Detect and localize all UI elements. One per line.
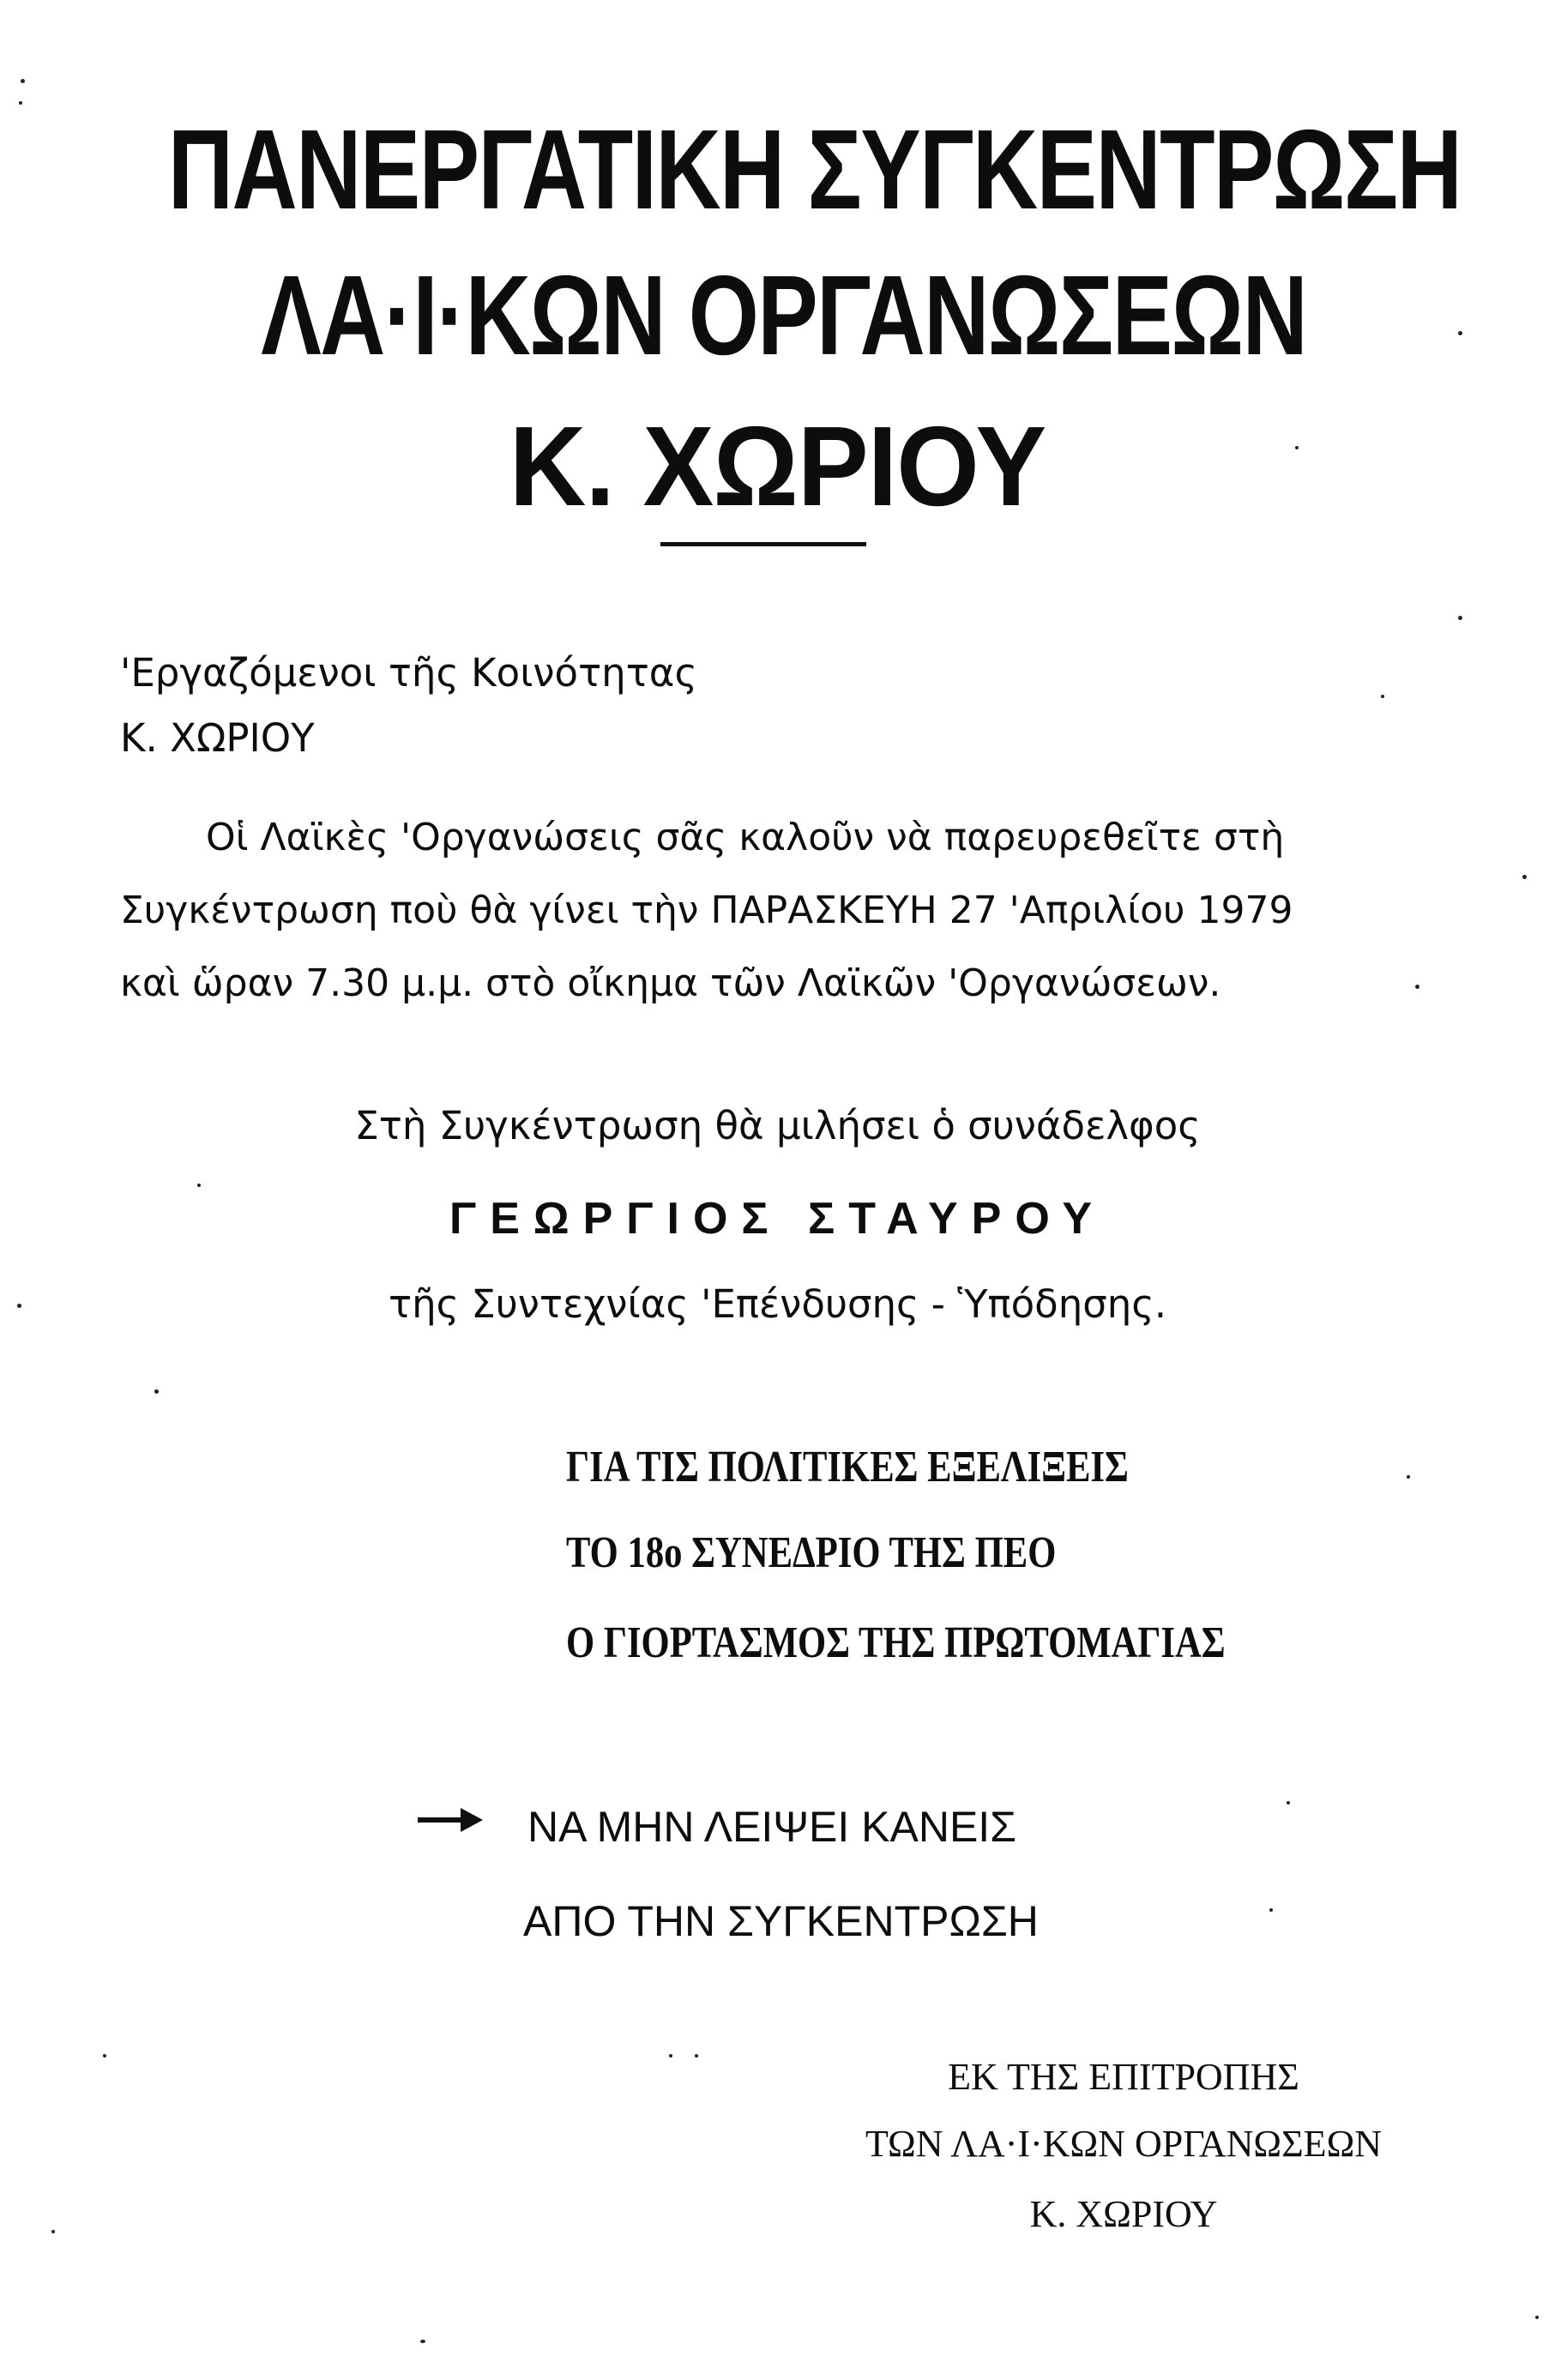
headline-line-1: ΠΑΝΕΡΓΑΤΙΚΗ ΣΥΓΚΕΝΤΡΩΣΗ: [167, 106, 1462, 232]
print-speck: [1458, 331, 1462, 335]
print-speck: [1287, 1801, 1290, 1805]
speaker-union: τῆς Συντεχνίας 'Επένδυσης - Ὑπόδησης.: [388, 1281, 1166, 1327]
print-speck: [1415, 985, 1419, 989]
agenda-item-3: Ο ΓΙΟΡΤΑΣΜΟΣ ΤΗΣ ΠΡΩΤΟΜΑΓΙΑΣ: [566, 1618, 1226, 1667]
print-speck: [1458, 616, 1462, 620]
print-speck: [695, 2054, 698, 2058]
print-speck: [1535, 2316, 1539, 2319]
call-to-action-line-1: ΝΑ ΜΗΝ ΛΕΙΨΕΙ ΚΑΝΕΙΣ: [527, 1803, 1017, 1851]
print-speck: [669, 2054, 672, 2058]
right-arrow-icon: [416, 1803, 485, 1837]
agenda-item-1: ΓΙΑ ΤΙΣ ΠΟΛΙΤΙΚΕΣ ΕΞΕΛΙΞΕΙΣ: [566, 1443, 1129, 1491]
invitation-line-3: καὶ ὥραν 7.30 μ.μ. στὸ οἴκημα τῶν Λαϊκῶν 'Οργανώσεων.: [120, 961, 1221, 1005]
print-speck: [1381, 695, 1384, 698]
speaker-intro: Στὴ Συγκέντρωση θὰ μιλήσει ὁ συνάδελφος: [354, 1103, 1201, 1148]
print-speck: [19, 101, 22, 105]
signature-line-1: ΕΚ ΤΗΣ ΕΠΙΤΡΟΠΗΣ: [948, 2056, 1299, 2098]
print-speck: [21, 79, 25, 83]
print-speck: [1522, 875, 1527, 879]
print-speck: [154, 1389, 159, 1394]
call-to-action-line-2: ΑΠΟ ΤΗΝ ΣΥΓΚΕΝΤΡΩΣΗ: [523, 1897, 1039, 1945]
greeting-line-2: Κ. ΧΩΡΙΟΥ: [120, 715, 315, 761]
greeting-line-1: 'Εργαζόμενοι τῆς Κοινότητας: [120, 650, 697, 696]
print-speck: [51, 2230, 55, 2233]
print-speck: [420, 2340, 425, 2343]
signature-line-2: ΤΩΝ ΛΑ·Ι·ΚΩΝ ΟΡΓΑΝΩΣΕΩΝ: [865, 2123, 1383, 2165]
signature-line-3: Κ. ΧΩΡΙΟΥ: [1029, 2193, 1218, 2235]
headline-line-2: ΛΑ·Ι·ΚΩΝ ΟΡΓΑΝΩΣΕΩΝ: [261, 252, 1307, 378]
headline-underline: [660, 542, 866, 546]
headline-line-3: Κ. ΧΩΡΙΟΥ: [509, 403, 1046, 529]
agenda-item-2: ΤΟ 18ο ΣΥΝΕΔΡΙΟ ΤΗΣ ΠΕΟ: [566, 1528, 1057, 1577]
print-speck: [1407, 1475, 1410, 1479]
print-speck: [17, 1304, 21, 1308]
print-speck: [1269, 1908, 1273, 1912]
print-speck: [103, 2054, 106, 2058]
print-speck: [1295, 446, 1299, 449]
invitation-line-1: Οἱ Λαϊκὲς 'Οργανώσεις σᾶς καλοῦν νὰ παρευρεθεῖτε στὴ: [206, 816, 1285, 859]
invitation-line-2: Συγκέντρωση ποὺ θὰ γίνει τὴν ΠΑΡΑΣΚΕΥΗ 27 'Απριλίου 1979: [120, 889, 1293, 932]
speaker-name: ΓΕΩΡΓΙΟΣ ΣΤΑΥΡΟΥ: [449, 1194, 1106, 1244]
print-speck: [197, 1184, 201, 1187]
